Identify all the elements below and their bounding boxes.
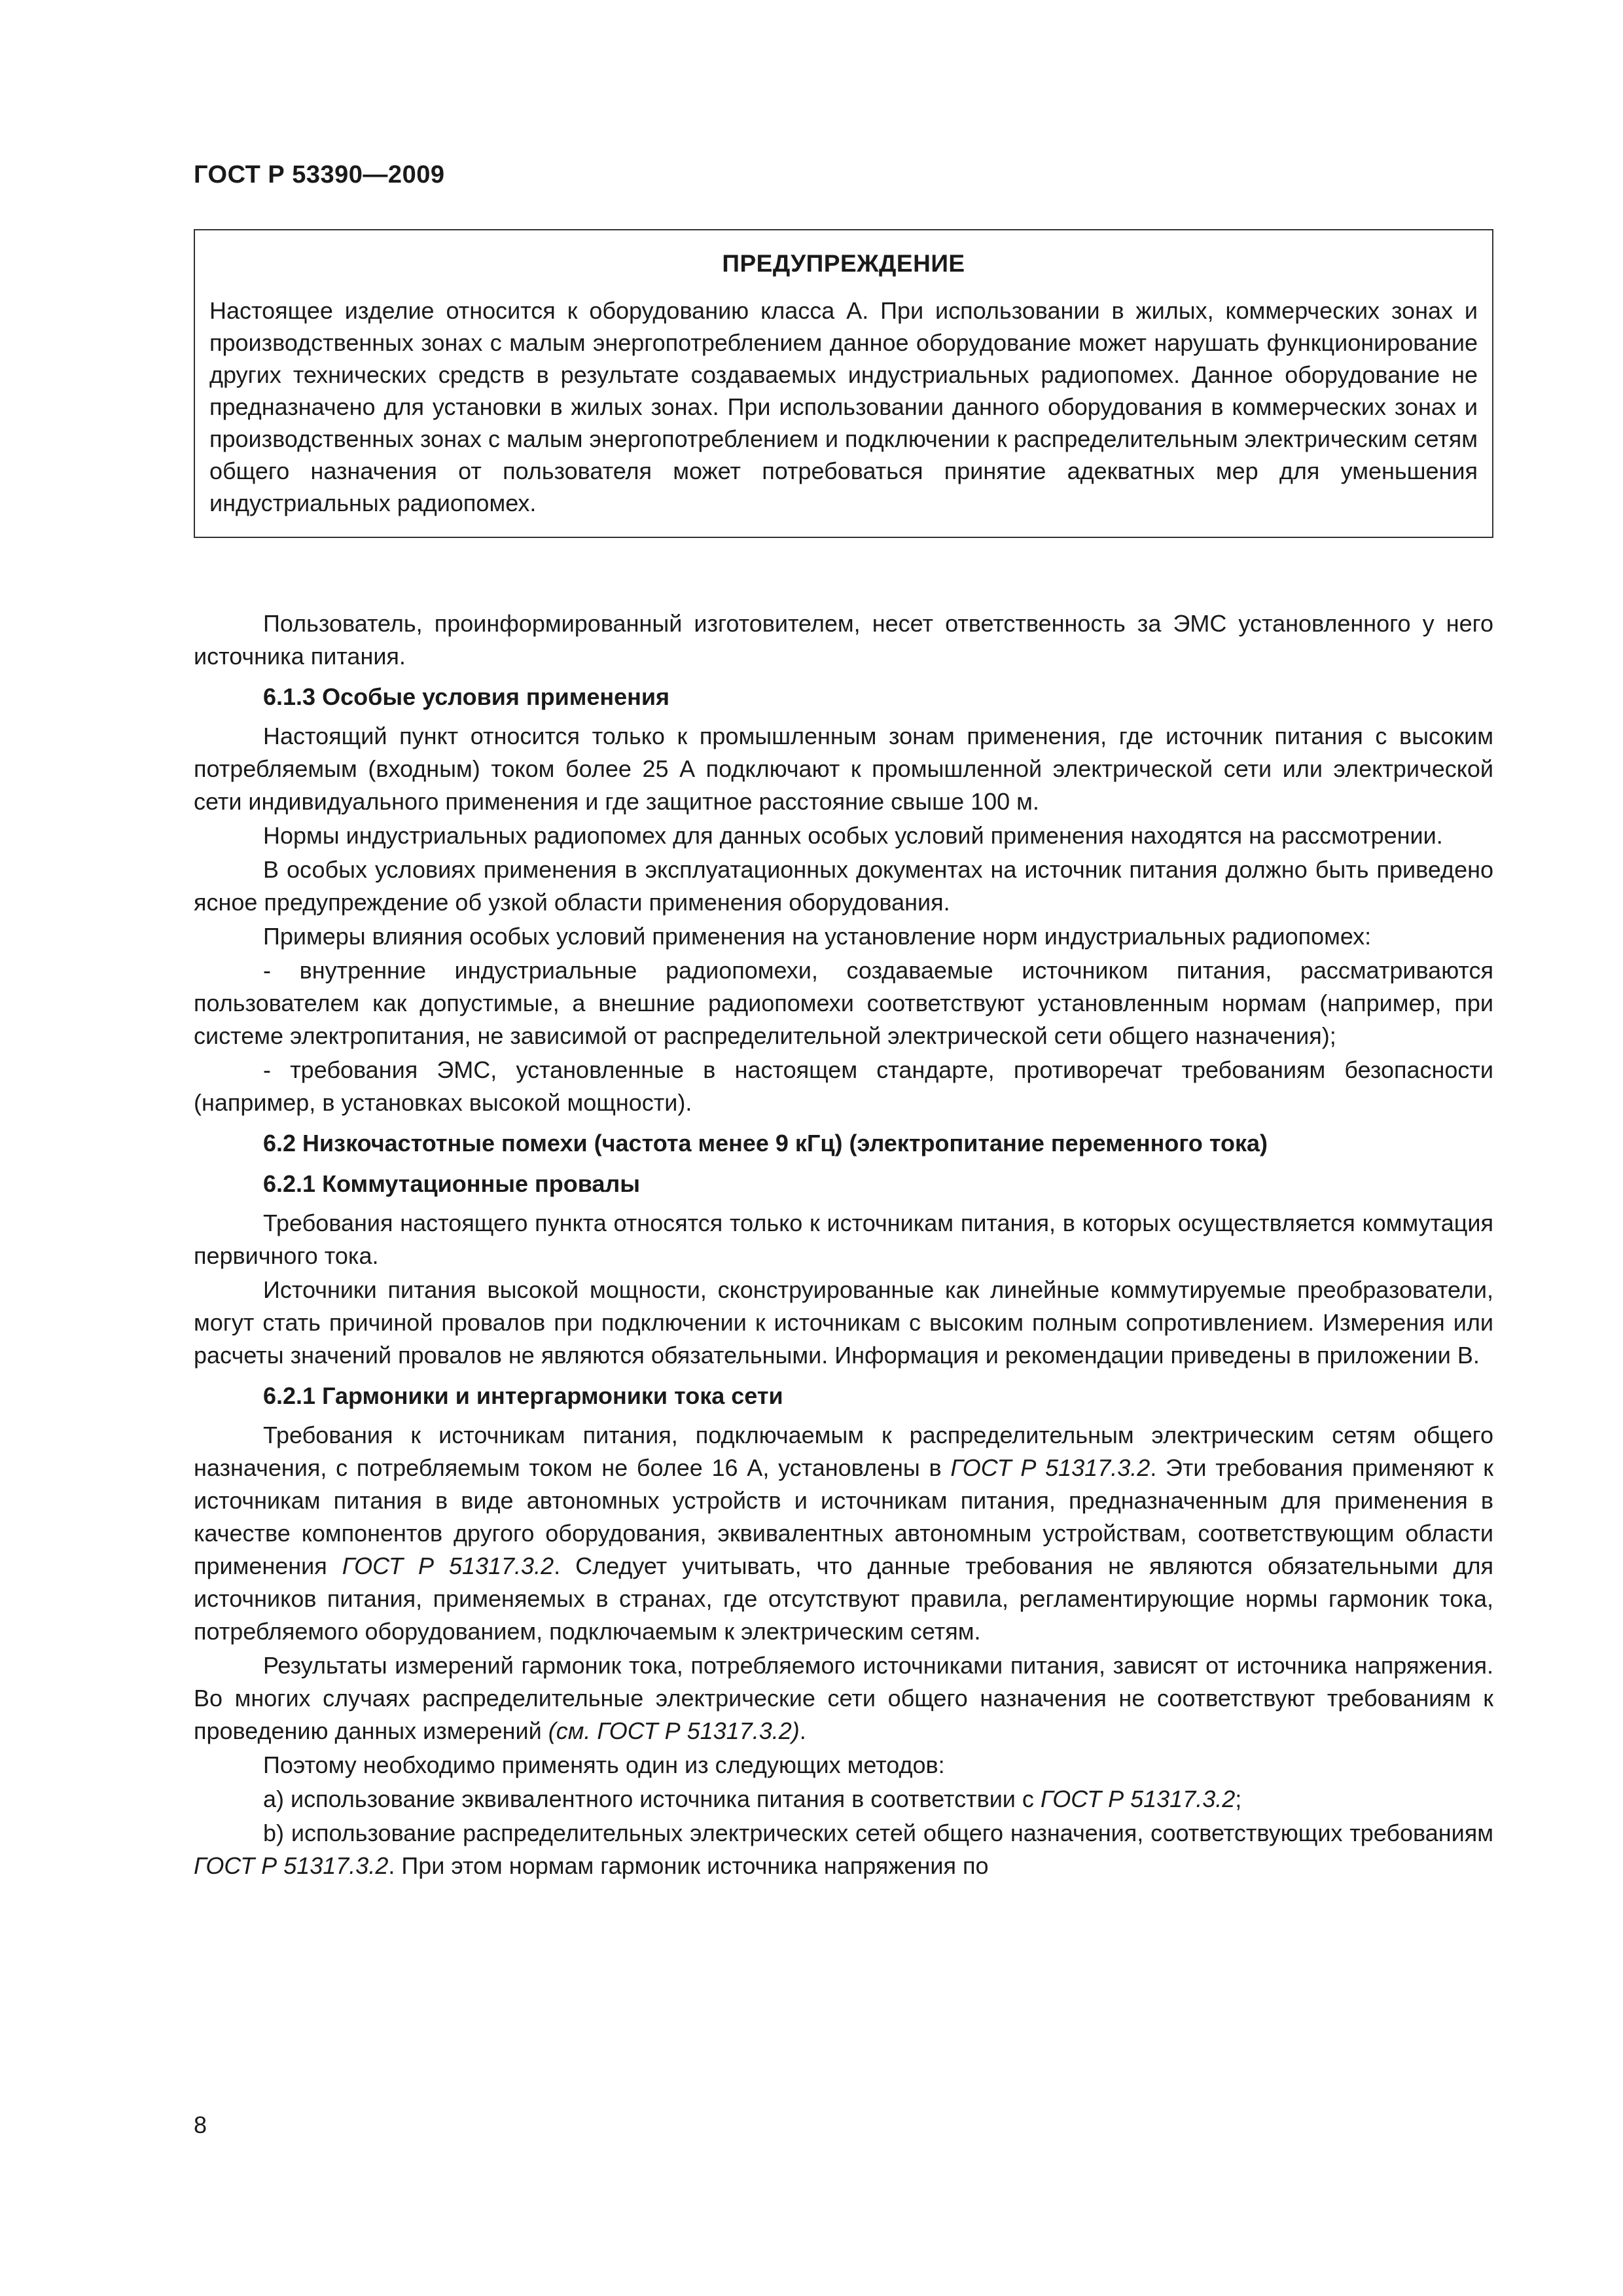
list-item: a) использование эквивалентного источника питания в соответствии с ГОСТ Р 51317.3.2;	[263, 1785, 1242, 1812]
warning-box	[194, 229, 1493, 538]
paragraph: Настоящий пункт относится только к промышленным зонам применения, где источник питания с высоким потребляемым (входным) током более 25 А подключают к промышленной электрической сети или электрической сети индивидуального применения и где защитное расстояние свыше 100 м.	[194, 723, 1493, 815]
standard-reference: ГОСТ Р 51317.3.2	[950, 1454, 1150, 1481]
section-heading: 6.1.3 Особые условия применения	[263, 683, 670, 710]
paragraph: В особых условиях применения в эксплуатационных документах на источник питания должно быть приведено ясное предупреждение об узкой области применения оборудования.	[194, 856, 1493, 916]
list-item: b) использование распределительных электрических сетей общего назначения, соответствующих требованиям ГОСТ Р 51317.3.2. При этом нормам гармоник источника напряжения по	[194, 1820, 1493, 1879]
standard-reference: ГОСТ Р 51317.3.2	[342, 1552, 554, 1579]
warning-text: Настоящее изделие относится к оборудованию класса А. При использовании в жилых, коммерческих зонах и производственных зонах с малым энергопотреблением данное оборудование может нарушать функционирование других технических средств в результате создаваемых индустриальных радиопомех. Данное оборудование не предназначено для установки в жилых зонах. При использовании данного оборудования в коммерческих зонах и производственных зонах с малым энергопотреблением и подключении к распределительным электрическим сетям общего назначения от пользователя может потребоваться принятие адекватных мер для уменьшения индустриальных радиопомех.	[209, 297, 1478, 516]
paragraph: Нормы индустриальных радиопомех для данных особых условий применения находятся на рассмотрении.	[263, 822, 1443, 849]
warning-title: ПРЕДУПРЕЖДЕНИЕ	[722, 250, 965, 277]
paragraph: Пользователь, проинформированный изготовителем, несет ответственность за ЭМС установленного у него источника питания.	[194, 610, 1493, 670]
section-heading: 6.2 Низкочастотные помехи (частота менее 9 кГц) (электропитание переменного тока)	[263, 1130, 1268, 1157]
paragraph: Источники питания высокой мощности, сконструированные как линейные коммутируемые преобразователи, могут стать причиной провалов при подключении к источникам с высоким полным сопротивлением. Измерения или расчеты значений провалов не являются обязательными. Информация и рекомендации приведены в приложении В.	[194, 1276, 1493, 1369]
standard-reference: (см. ГОСТ Р 51317.3.2)	[548, 1717, 800, 1744]
paragraph: Примеры влияния особых условий применения на установление норм индустриальных радиопомех:	[263, 923, 1372, 950]
document-header: ГОСТ Р 53390—2009	[194, 161, 445, 188]
document-body	[194, 607, 1493, 1884]
paragraph: Требования настоящего пункта относятся только к источникам питания, в которых осуществляется коммутация первичного тока.	[194, 1210, 1493, 1269]
paragraph: Требования к источникам питания, подключаемым к распределительным электрическим сетям общего назначения, с потребляемым током не более 16 А, установлены в ГОСТ Р 51317.3.2. Эти требования применяют к источникам питания в виде автономных устройств и источникам питания, предназначенным для применения в качестве компонентов другого оборудования, эквивалентных автономным устройствам, соответствующим области применения ГОСТ Р 51317.3.2. Следует учитывать, что данные требования не являются обязательными для источников питания, применяемых в странах, где отсутствуют правила, регламентирующие нормы гармоник тока, потребляемого оборудованием, подключаемым к электрическим сетям.	[194, 1422, 1493, 1645]
paragraph: Поэтому необходимо применять один из следующих методов:	[263, 1751, 945, 1778]
section-heading: 6.2.1 Коммутационные провалы	[263, 1170, 640, 1197]
standard-reference: ГОСТ Р 51317.3.2	[194, 1852, 389, 1879]
page-number: 8	[194, 2111, 207, 2138]
paragraph: Результаты измерений гармоник тока, потребляемого источниками питания, зависят от источника напряжения. Во многих случаях распределительные электрические сети общего назначения не соответствуют требованиям к проведению данных измерений (см. ГОСТ Р 51317.3.2).	[194, 1652, 1493, 1744]
list-item: - требования ЭМС, установленные в настоящем стандарте, противоречат требованиям безопасности (например, в установках высокой мощности).	[194, 1056, 1493, 1116]
list-item: - внутренние индустриальные радиопомехи, создаваемые источником питания, рассматриваются пользователем как допустимые, а внешние радиопомехи соответствуют установленным нормам (например, при системе электропитания, не зависимой от распределительной электрической сети общего назначения);	[194, 957, 1493, 1049]
section-heading: 6.2.1 Гармоники и интергармоники тока сети	[263, 1382, 783, 1409]
standard-reference: ГОСТ Р 51317.3.2	[1040, 1785, 1236, 1812]
